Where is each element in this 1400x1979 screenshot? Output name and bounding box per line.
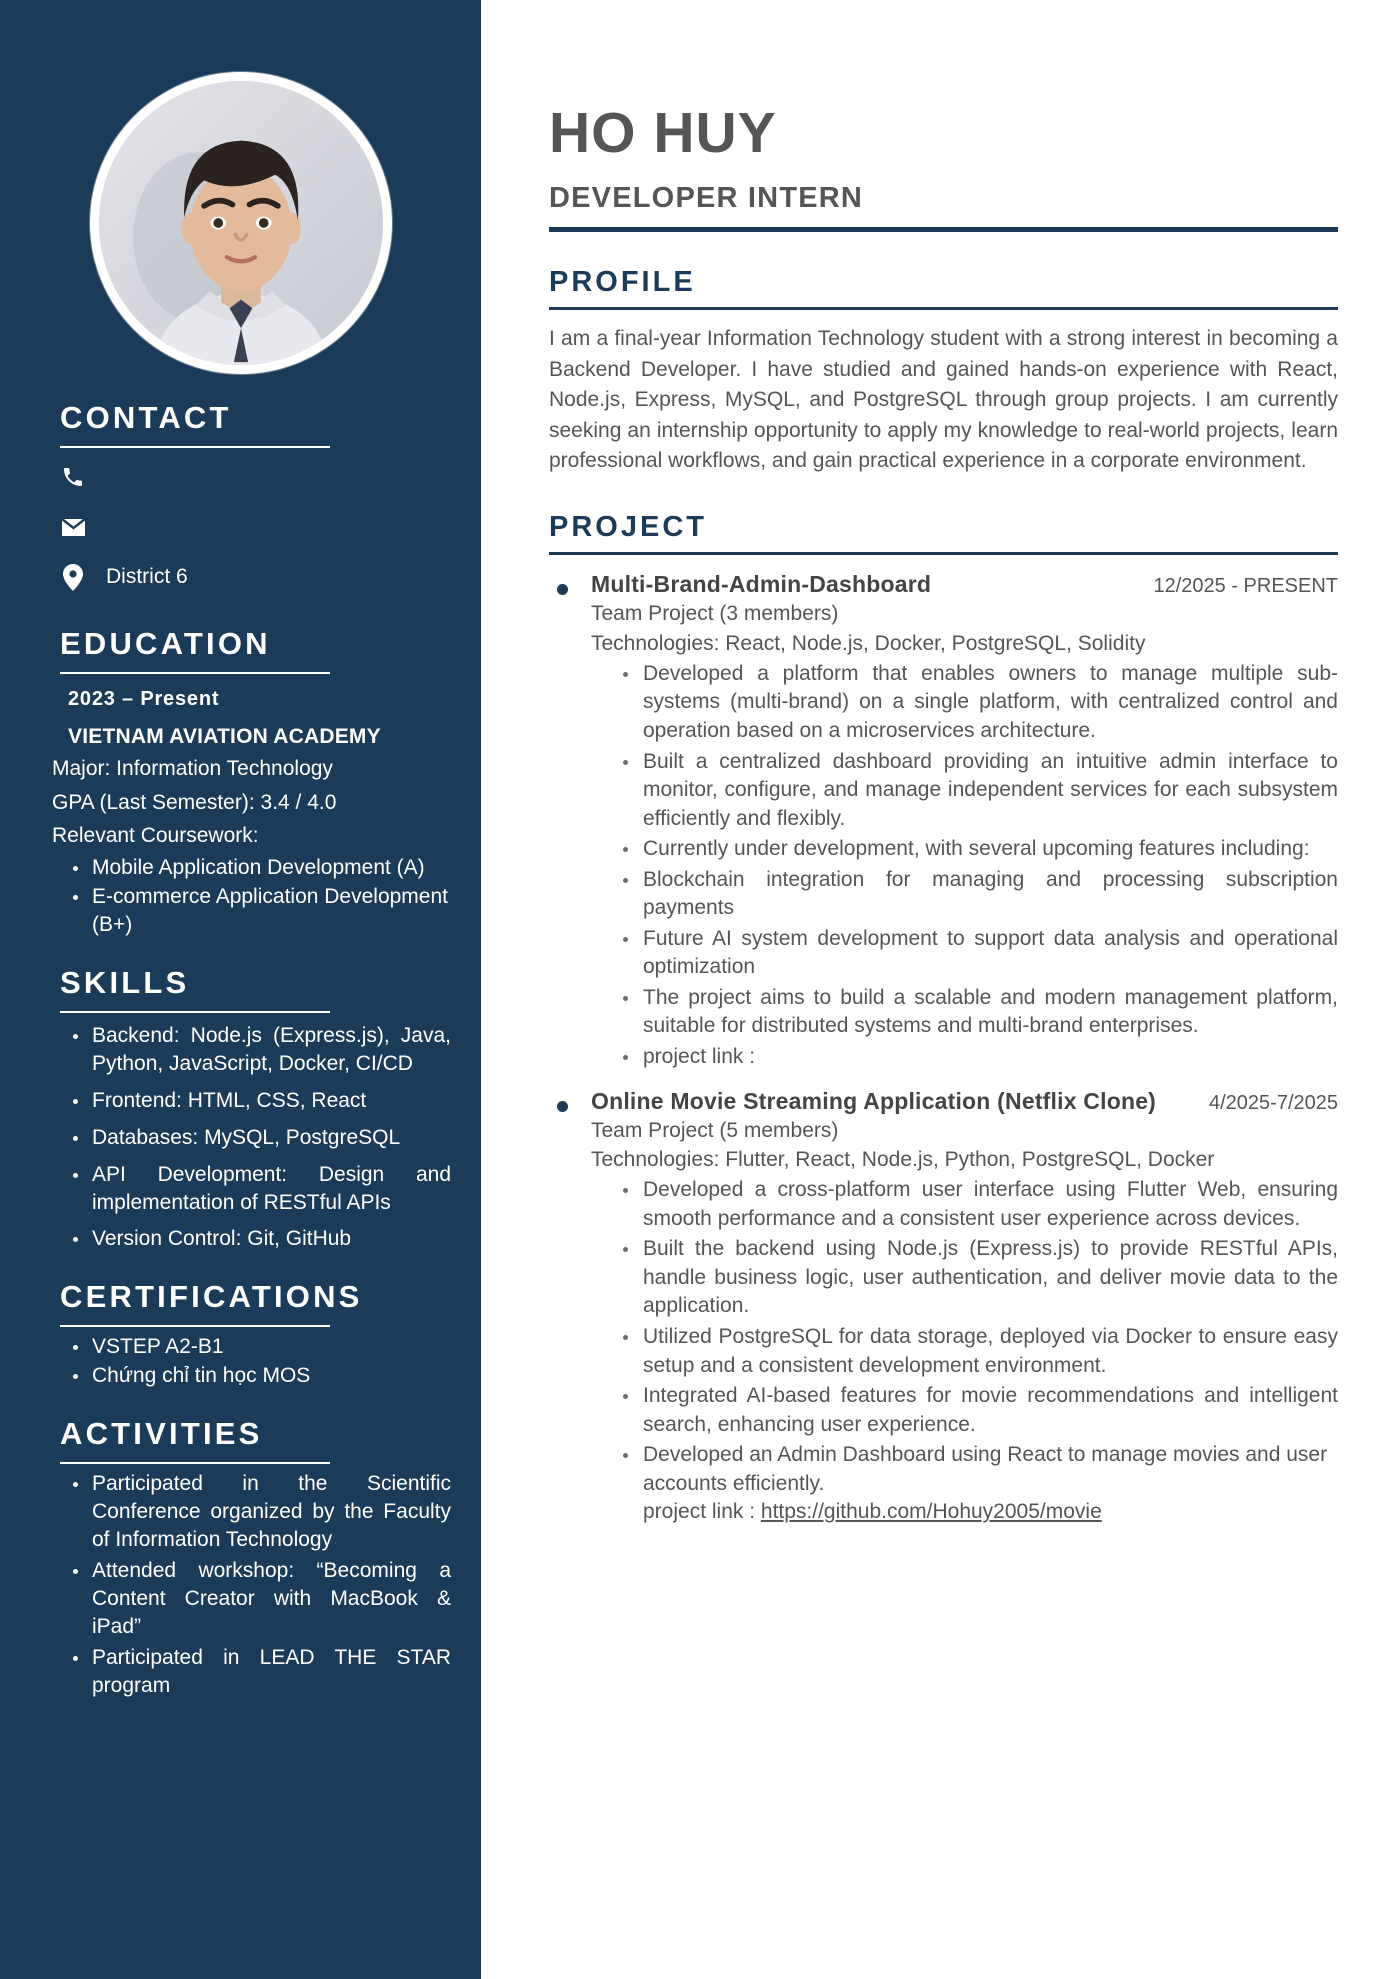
profile-heading: PROFILE	[549, 265, 696, 298]
project-team: Team Project (3 members)	[591, 602, 839, 626]
project-link-url[interactable]: https://github.com/Hohuy2005/movie	[760, 1500, 1102, 1524]
project-header	[591, 1088, 1338, 1115]
education-major: Major: Information Technology	[52, 757, 333, 780]
list-item: VSTEP A2-B1	[66, 1333, 453, 1361]
education-divider	[60, 672, 330, 674]
page-title: HO HUY	[549, 101, 777, 165]
list-item: Developed an Admin Dashboard using React to manage movies and user accounts efficiently.	[615, 1441, 1338, 1498]
list-item: Currently under development, with several upcoming features including:	[615, 835, 1338, 864]
avatar	[90, 72, 392, 374]
list-item: API Development: Design and implementation of RESTful APIs	[66, 1161, 453, 1217]
list-item: Attended workshop: “Becoming a Content Creator with MacBook & iPad”	[66, 1557, 453, 1641]
list-item: Chứng chỉ tin học MOS	[66, 1362, 453, 1390]
list-item: Integrated AI-based features for movie recommendations and intelligent search, enhancing user experience.	[615, 1382, 1338, 1439]
location-value: District 6	[106, 565, 188, 589]
list-item: Version Control: Git, GitHub	[66, 1225, 453, 1253]
list-item: Developed a cross-platform user interface using Flutter Web, ensuring smooth performance and a consistent user experience across devices.	[615, 1176, 1338, 1233]
list-item: E-commerce Application Development (B+)	[66, 883, 453, 939]
list-item: Frontend: HTML, CSS, React	[66, 1087, 453, 1115]
certifications-section	[0, 1279, 481, 1390]
email-icon	[60, 518, 86, 537]
profile-photo	[99, 81, 383, 365]
project-date: 12/2025 - PRESENT	[1153, 575, 1338, 598]
certifications-divider	[60, 1325, 330, 1327]
main-content	[481, 0, 1400, 1979]
education-coursework-list	[66, 854, 453, 939]
project-link-row[interactable]	[643, 1500, 1338, 1524]
contact-item-location[interactable]	[60, 554, 453, 600]
profile-divider	[549, 307, 1338, 310]
project-link-url[interactable]	[755, 1045, 759, 1068]
list-item: The project aims to build a scalable and modern management platform, suitable for distributed systems and multi-brand enterprises.	[615, 984, 1338, 1041]
skills-section	[0, 965, 481, 1253]
contact-heading: CONTACT	[60, 400, 232, 435]
project-title	[591, 1088, 1156, 1115]
activities-heading: ACTIVITIES	[60, 1416, 263, 1452]
list-item: Future AI system development to support data analysis and operational optimization	[615, 925, 1338, 982]
list-item: Backend: Node.js (Express.js), Java, Python, JavaScript, Docker, CI/CD	[66, 1022, 453, 1078]
project-team: Team Project (5 members)	[591, 1118, 839, 1142]
job-title: DEVELOPER INTERN	[549, 181, 864, 214]
list-item: Participated in LEAD THE STAR program	[66, 1644, 453, 1700]
project-title-main: Online Movie Streaming Application	[591, 1087, 998, 1114]
project-link-label: project link :	[643, 1500, 761, 1524]
list-item: Mobile Application Development (A)	[66, 854, 453, 882]
skills-divider	[60, 1011, 330, 1013]
list-item: Utilized PostgreSQL for data storage, deployed via Docker to ensure easy setup and a consistent development environment.	[615, 1323, 1338, 1380]
education-coursework-label: Relevant Coursework:	[52, 824, 259, 848]
activities-list	[66, 1470, 453, 1699]
project-technologies: Technologies: Flutter, React, Node.js, Python, PostgreSQL, Docker	[591, 1148, 1215, 1172]
sidebar	[0, 0, 481, 1979]
contact-divider	[60, 446, 330, 448]
project-bullets	[615, 660, 1338, 1072]
project-item	[549, 1088, 1338, 1525]
education-heading: EDUCATION	[60, 626, 271, 661]
list-item: Built the backend using Node.js (Express.js) to provide RESTful APIs, handle business logic, user authentication, and deliver movie data to the application.	[615, 1235, 1338, 1321]
contact-item-phone[interactable]	[60, 454, 453, 500]
list-item: Blockchain integration for managing and processing subscription payments	[615, 866, 1338, 923]
project-divider	[549, 552, 1338, 555]
certifications-list	[66, 1333, 453, 1390]
project-link-label: project link :	[643, 1044, 756, 1068]
skills-heading: SKILLS	[60, 964, 190, 1000]
certifications-heading: CERTIFICATIONS	[60, 1279, 363, 1315]
list-item: Developed a platform that enables owners to manage multiple sub-systems (multi-brand) on a single platform, with centralized control and operation based on a microservices architecture.	[615, 660, 1338, 746]
profile-text: I am a final-year Information Technology student with a strong interest in becoming a Backend Developer. I have studied and gained hands-on experience with React, Node.js, Express, MySQL, and PostgreSQL through group projects. I am currently seeking an internship opportunity to apply my knowledge to real-world projects, learn professional workflows, and gain practical experience in a corporate environment.	[549, 326, 1338, 473]
education-gpa: GPA (Last Semester): 3.4 / 4.0	[52, 790, 337, 814]
header-divider	[549, 227, 1338, 232]
list-item: Built a centralized dashboard providing an intuitive admin interface to monitor, configure, and manage independent services for each subsystem efficiently and flexibly.	[615, 748, 1338, 834]
contact-section	[0, 400, 481, 600]
project-heading: PROJECT	[549, 511, 707, 544]
project-date: 4/2025-7/2025	[1208, 1091, 1338, 1114]
project-technologies: Technologies: React, Node.js, Docker, PostgreSQL, Solidity	[591, 632, 1146, 655]
skills-list	[66, 1022, 453, 1253]
project-header	[591, 571, 1338, 598]
list-item: Participated in the Scientific Conference organized by the Faculty of Information Technology	[66, 1470, 453, 1554]
phone-icon	[60, 465, 86, 489]
location-icon	[60, 564, 86, 591]
contact-item-email[interactable]	[60, 504, 453, 550]
project-title: Multi-Brand-Admin-Dashboard	[591, 571, 932, 598]
activities-divider	[60, 1462, 330, 1464]
list-item: Databases: MySQL, PostgreSQL	[66, 1124, 453, 1152]
activities-section	[0, 1416, 481, 1699]
project-bullets	[615, 1176, 1338, 1498]
project-title-suffix: (Netflix Clone)	[997, 1087, 1157, 1114]
education-school: VIETNAM AVIATION ACADEMY	[68, 725, 381, 748]
project-item	[549, 571, 1338, 1071]
project-link-item[interactable]	[615, 1043, 1338, 1072]
education-date: 2023 – Present	[68, 688, 220, 710]
education-section	[0, 626, 481, 939]
